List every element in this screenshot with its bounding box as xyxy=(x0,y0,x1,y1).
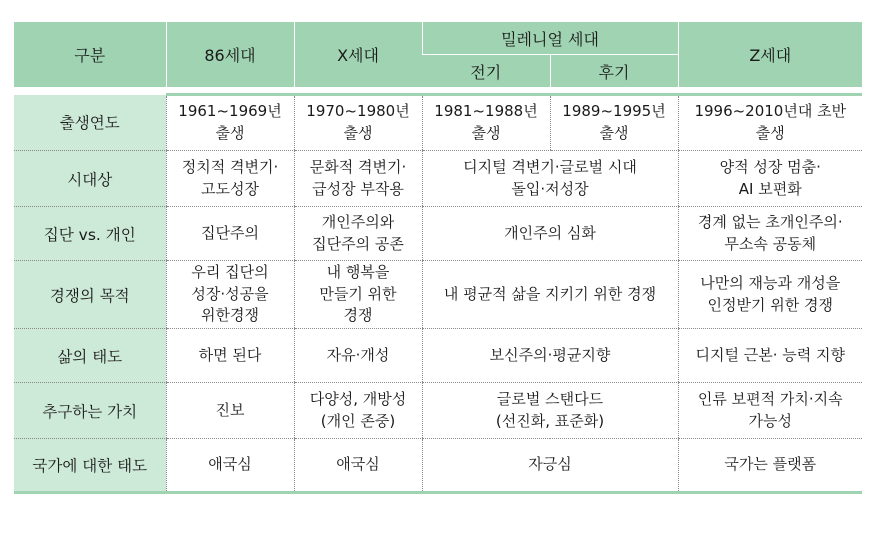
table-row xyxy=(14,95,862,151)
cell-genz: 나만의 재능과 개성을 인정받기 위한 경쟁 xyxy=(678,261,862,329)
cell-genx: 문화적 격변기· 급성장 부작용 xyxy=(294,151,422,207)
cell-gen86: 하면 된다 xyxy=(166,329,294,383)
table-body xyxy=(14,87,862,493)
cell-gen86: 1961~1969년 출생 xyxy=(166,95,294,151)
header-gen86: 86세대 xyxy=(166,22,294,87)
cell-genx: 애국심 xyxy=(294,439,422,493)
table-header xyxy=(14,22,862,87)
cell-millennial: 글로벌 스탠다드 (선진화, 표준화) xyxy=(422,383,678,439)
header-genx: X세대 xyxy=(294,22,422,87)
table-row xyxy=(14,207,862,261)
table-row xyxy=(14,329,862,383)
cell-gen86: 정치적 격변기· 고도성장 xyxy=(166,151,294,207)
row-label: 출생연도 xyxy=(14,95,166,151)
cell-genz: 디지털 근본· 능력 지향 xyxy=(678,329,862,383)
cell-genz: 국가는 플랫폼 xyxy=(678,439,862,493)
row-label: 국가에 대한 태도 xyxy=(14,439,166,493)
header-category: 구분 xyxy=(14,22,166,87)
table-row xyxy=(14,383,862,439)
cell-genz: 양적 성장 멈춤· AI 보편화 xyxy=(678,151,862,207)
cell-gen86: 우리 집단의 성장·성공을 위한경쟁 xyxy=(166,261,294,329)
cell-millennial: 디지털 격변기·글로벌 시대 돌입·저성장 xyxy=(422,151,678,207)
row-label: 시대상 xyxy=(14,151,166,207)
cell-millennial: 보신주의·평균지향 xyxy=(422,329,678,383)
cell-millennial: 자긍심 xyxy=(422,439,678,493)
generation-table-container xyxy=(14,22,862,494)
cell-genz: 경계 없는 초개인주의· 무소속 공동체 xyxy=(678,207,862,261)
generation-comparison-table xyxy=(14,22,862,494)
cell-genx: 1970~1980년 출생 xyxy=(294,95,422,151)
cell-gen86: 애국심 xyxy=(166,439,294,493)
header-millennial-late: 후기 xyxy=(550,55,678,88)
cell-genz: 인류 보편적 가치·지속 가능성 xyxy=(678,383,862,439)
row-label: 삶의 태도 xyxy=(14,329,166,383)
header-millennial-early: 전기 xyxy=(422,55,550,88)
cell-genx: 내 행복을 만들기 위한 경쟁 xyxy=(294,261,422,329)
row-label: 집단 vs. 개인 xyxy=(14,207,166,261)
header-millennial: 밀레니얼 세대 xyxy=(422,22,678,55)
cell-millennial-late: 1989~1995년 출생 xyxy=(550,95,678,151)
table-row xyxy=(14,151,862,207)
table-row xyxy=(14,261,862,329)
cell-gen86: 집단주의 xyxy=(166,207,294,261)
cell-millennial: 개인주의 심화 xyxy=(422,207,678,261)
cell-genx: 자유·개성 xyxy=(294,329,422,383)
cell-millennial-early: 1981~1988년 출생 xyxy=(422,95,550,151)
table-row xyxy=(14,439,862,493)
cell-gen86: 진보 xyxy=(166,383,294,439)
cell-genx: 개인주의와 집단주의 공존 xyxy=(294,207,422,261)
row-label: 경쟁의 목적 xyxy=(14,261,166,329)
cell-genx: 다양성, 개방성 (개인 존중) xyxy=(294,383,422,439)
cell-genz: 1996~2010년대 초반 출생 xyxy=(678,95,862,151)
cell-millennial: 내 평균적 삶을 지키기 위한 경쟁 xyxy=(422,261,678,329)
header-genz: Z세대 xyxy=(678,22,862,87)
row-label: 추구하는 가치 xyxy=(14,383,166,439)
